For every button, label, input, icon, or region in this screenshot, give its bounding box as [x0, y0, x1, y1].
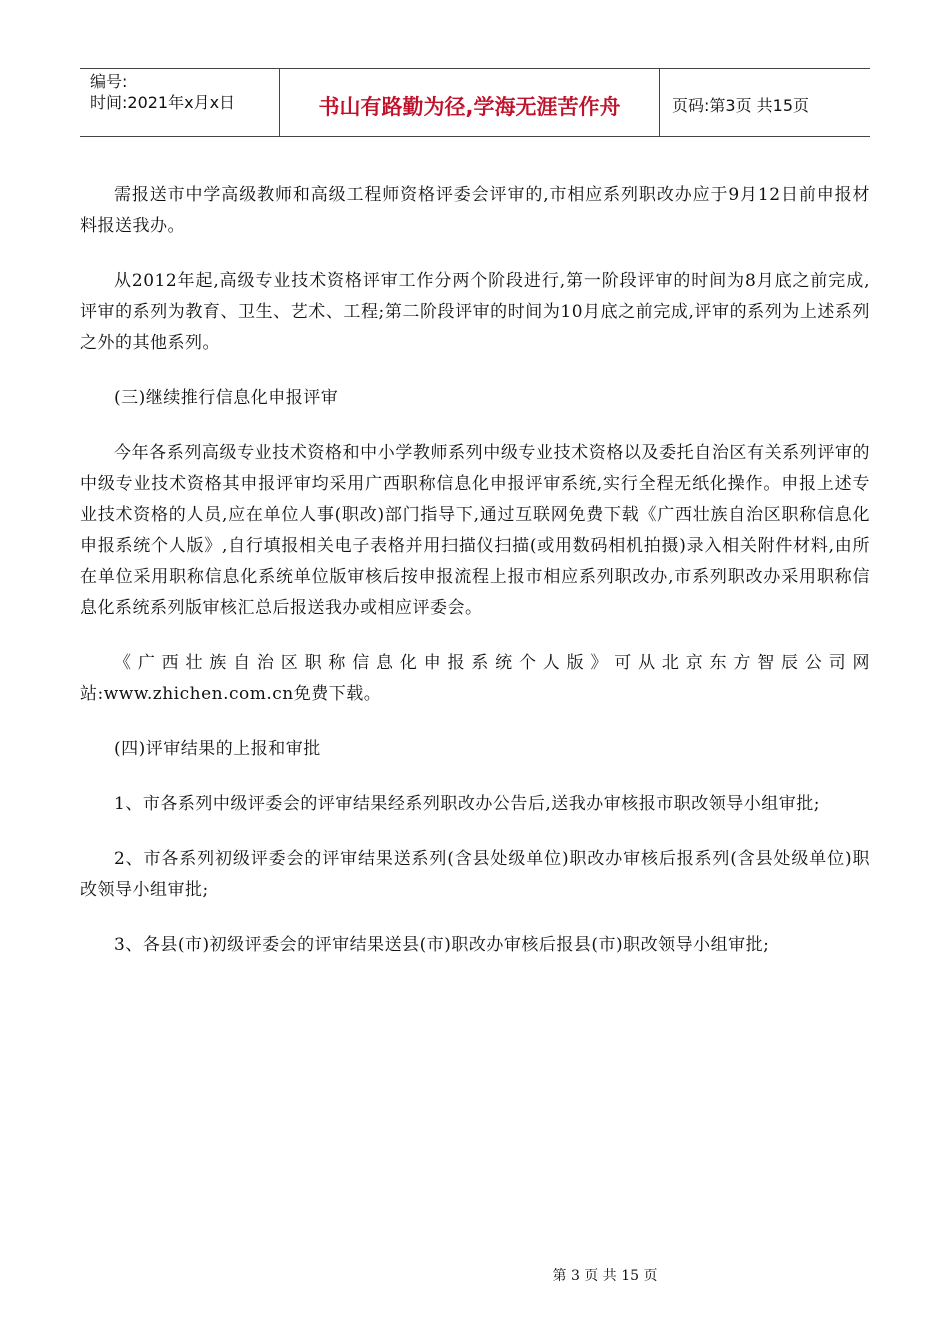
section-heading-4: (四)评审结果的上报和审批 [114, 739, 321, 759]
paragraph-5: 《广西壮族自治区职称信息化申报系统个人版》可从北京东方智辰公司网站:www.zhichen.com.cn免费下载。 [80, 653, 870, 704]
page-header [80, 68, 870, 137]
section-heading-3: (三)继续推行信息化申报评审 [114, 388, 339, 408]
header-page-info: 页码:第3页 共15页 [672, 96, 810, 115]
page-footer: 第 3 页 共 15 页 [552, 1268, 658, 1284]
list-item-3: 3、各县(市)初级评委会的评审结果送县(市)职改办审核后报县(市)职改领导小组审批; [114, 935, 770, 955]
paragraph-4: 今年各系列高级专业技术资格和中小学教师系列中级专业技术资格以及委托自治区有关系列评审的中级专业技术资格其申报评审均采用广西职称信息化申报评审系统,实行全程无纸化操作。申报上述专业技术资格的人员,应在单位人事(职改)部门指导下,通过互联网免费下载《广西壮族自治区职称信息化申报系统个人版》,自行填报相关电子表格并用扫描仪扫描(或用数码相机拍摄)录入相关附件材料,由所在单位采用职称信息化系统单位版审核后按申报流程上报市相应系列职改办,市系列职改办采用职称信息化系统系列版审核汇总后报送我办或相应评委会。 [80, 443, 870, 618]
document-body [80, 180, 870, 985]
list-item-1: 1、市各系列中级评委会的评审结果经系列职改办公告后,送我办审核报市职改领导小组审批; [114, 794, 820, 814]
paragraph-2: 从2012年起,高级专业技术资格评审工作分两个阶段进行,第一阶段评审的时间为8月底之前完成,评审的系列为教育、卫生、艺术、工程;第二阶段评审的时间为10月底之前完成,评审的系列为上述系列之外的其他系列。 [80, 271, 870, 353]
header-motto: 书山有路勤为径,学海无涯苦作舟 [280, 69, 660, 136]
header-meta [80, 69, 280, 136]
paragraph-1: 需报送市中学高级教师和高级工程师资格评委会评审的,市相应系列职改办应于9月12日前申报材料报送我办。 [80, 185, 870, 236]
document-number-label: 编号: [90, 72, 128, 91]
list-item-2: 2、市各系列初级评委会的评审结果送系列(含县处级单位)职改办审核后报系列(含县处级单位)职改领导小组审批; [80, 849, 870, 900]
document-time-label: 时间:2021年x月x日 [90, 93, 236, 112]
